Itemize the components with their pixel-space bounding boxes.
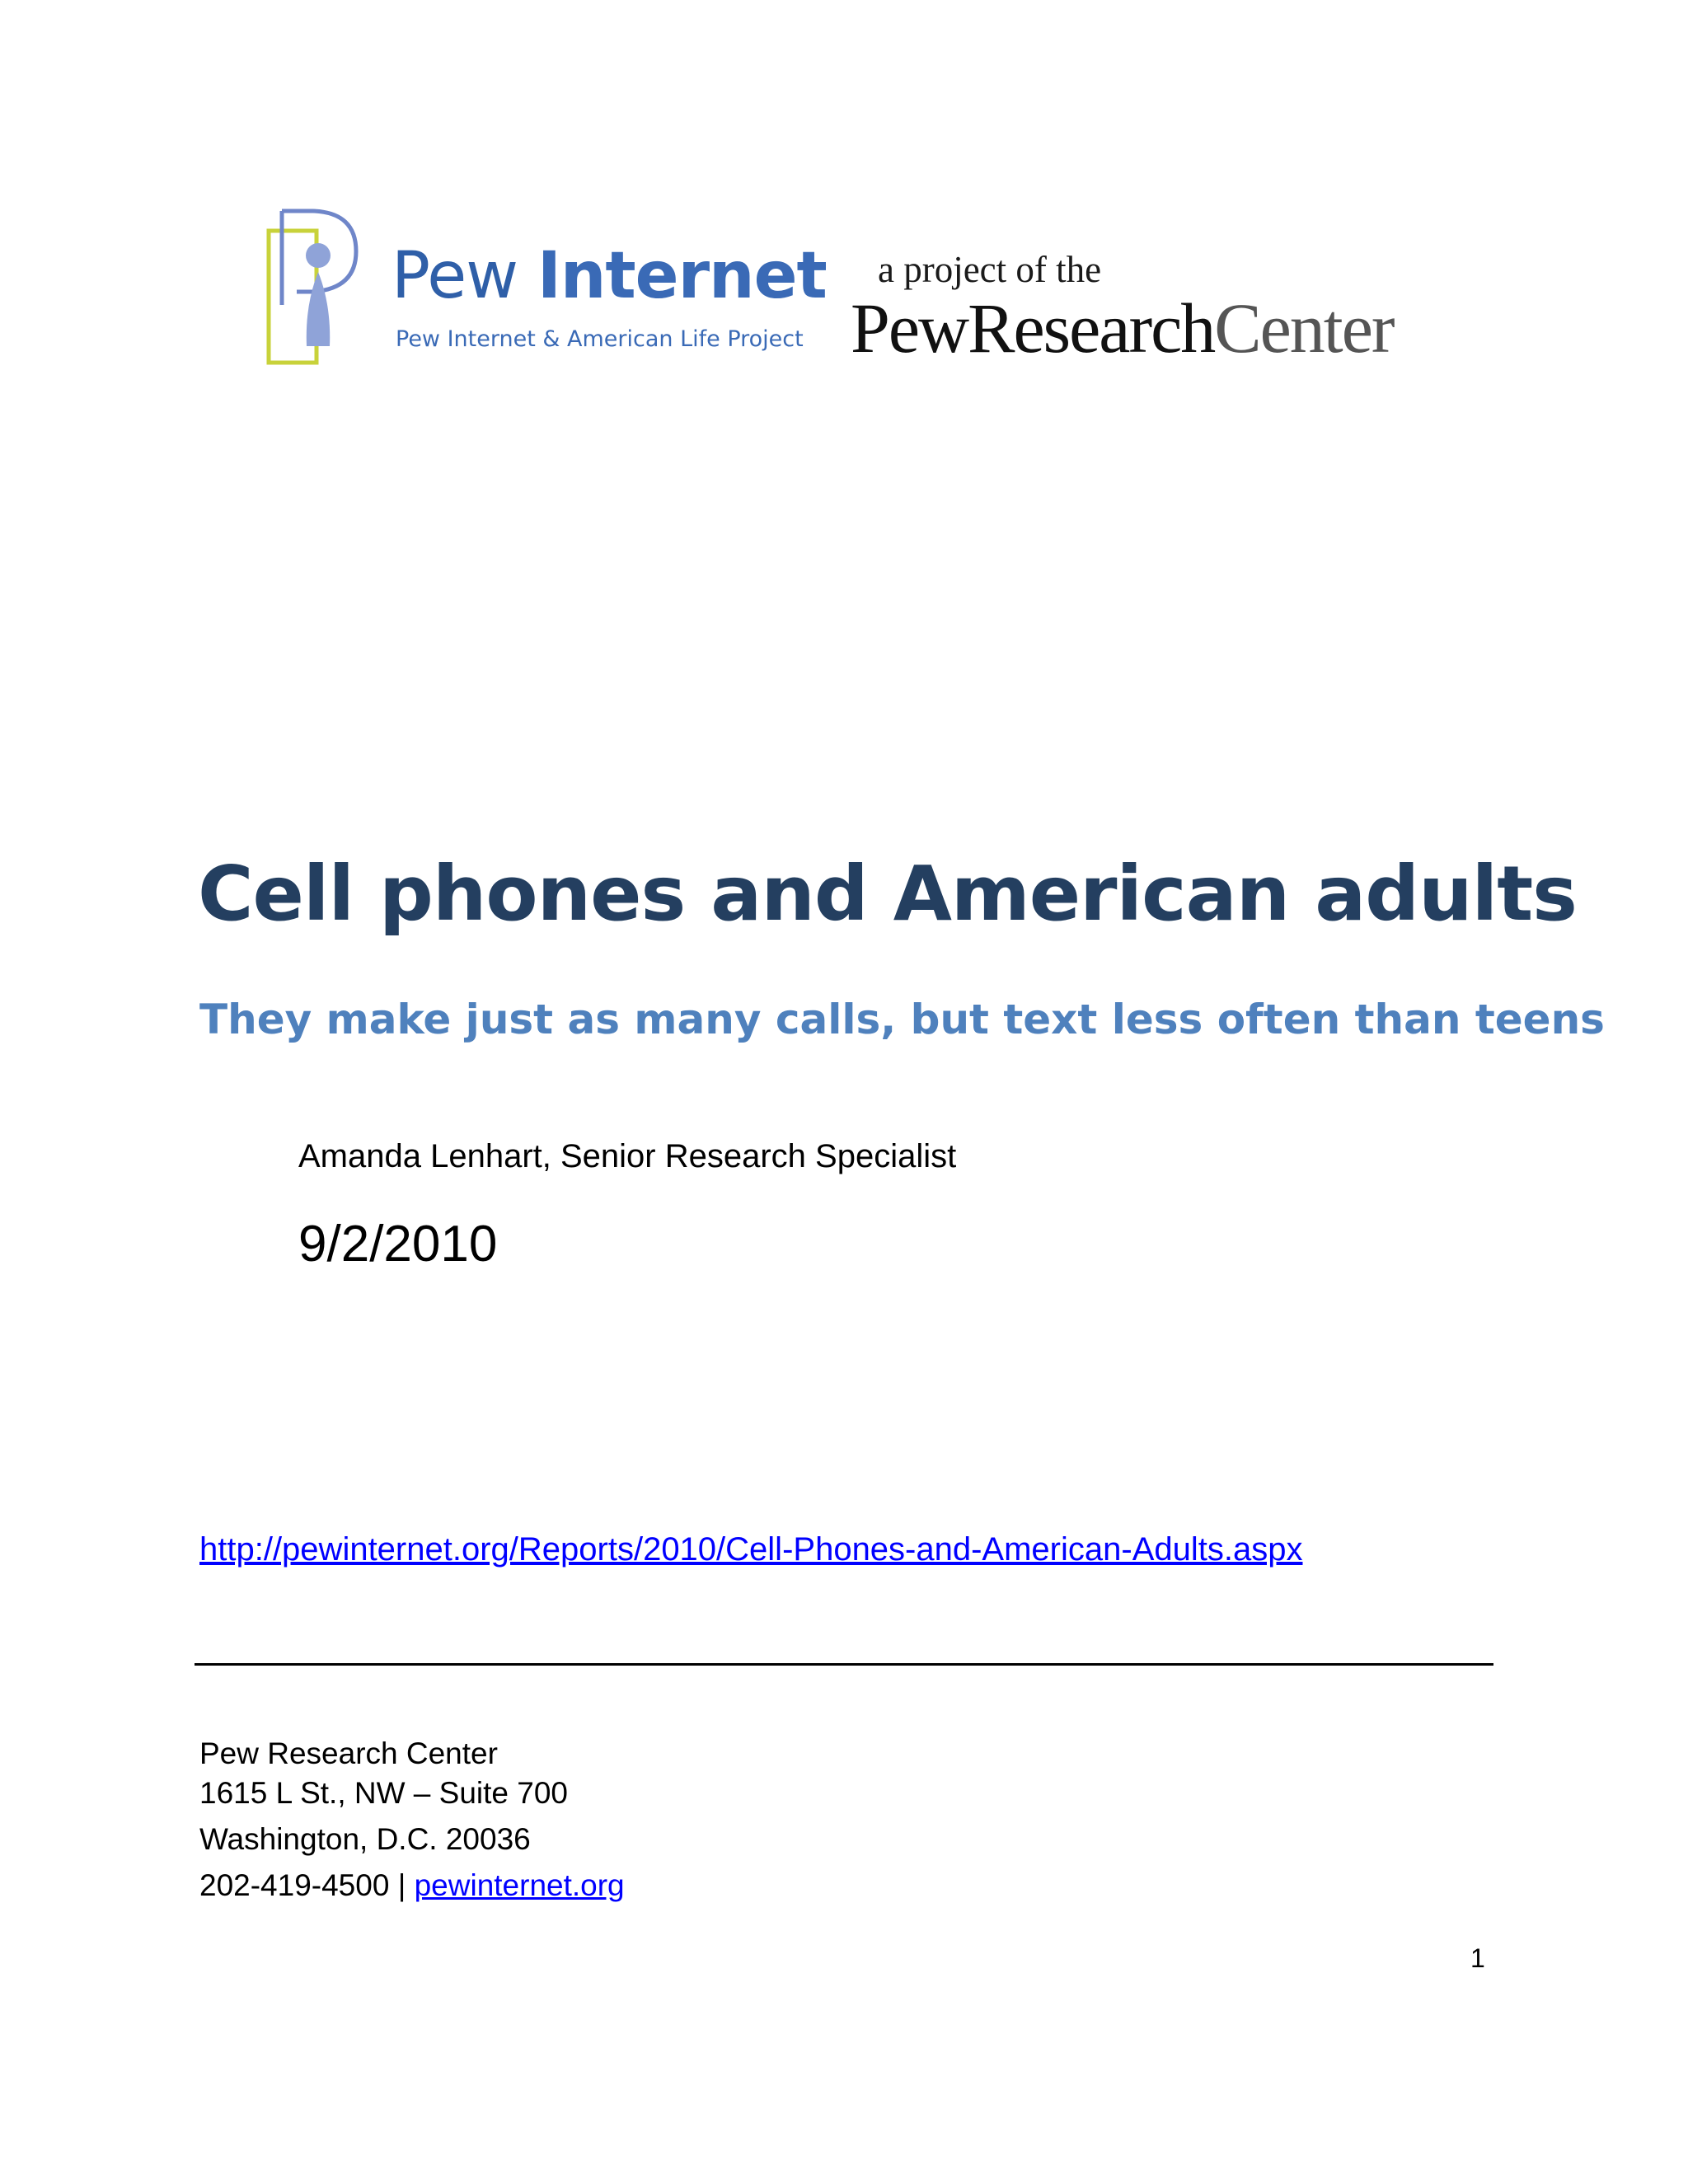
contact-city: Washington, D.C. 20036 [199, 1822, 531, 1856]
pew-internet-word-regular: Pew [392, 239, 537, 313]
pew-internet-wordmark [392, 239, 827, 313]
contact-street: 1615 L St., NW – Suite 700 [199, 1776, 568, 1810]
report-url-link[interactable]: http://pewinternet.org/Reports/2010/Cell-Phones-and-American-Adults.aspx [199, 1531, 1303, 1568]
author-line: Amanda Lenhart, Senior Research Specialist [298, 1138, 957, 1174]
document-title: Cell phones and American adults [198, 850, 1577, 938]
section-divider [195, 1663, 1493, 1666]
website-link[interactable]: pewinternet.org [414, 1868, 625, 1902]
pew-internet-word-bold: Internet [537, 239, 827, 313]
project-of-label: a project of the [878, 249, 1102, 290]
pew-internet-tagline: Pew Internet & American Life Project [396, 326, 804, 352]
contact-phone: 202-419-4500 [199, 1868, 390, 1902]
contact-organization: Pew Research Center [199, 1736, 498, 1770]
prc-name-light: Center [1214, 288, 1394, 368]
prc-name-dark: PewResearch [851, 288, 1215, 368]
pew-internet-logo-icon [264, 206, 371, 367]
contact-separator: | [389, 1868, 415, 1902]
page-number: 1 [1470, 1943, 1485, 1973]
publication-date: 9/2/2010 [298, 1216, 498, 1272]
logo-banner [264, 206, 1451, 371]
document-subtitle: They make just as many calls, but text less often than teens [199, 996, 1605, 1043]
pew-research-center-wordmark [851, 288, 1394, 368]
contact-phone-line [199, 1866, 625, 1905]
